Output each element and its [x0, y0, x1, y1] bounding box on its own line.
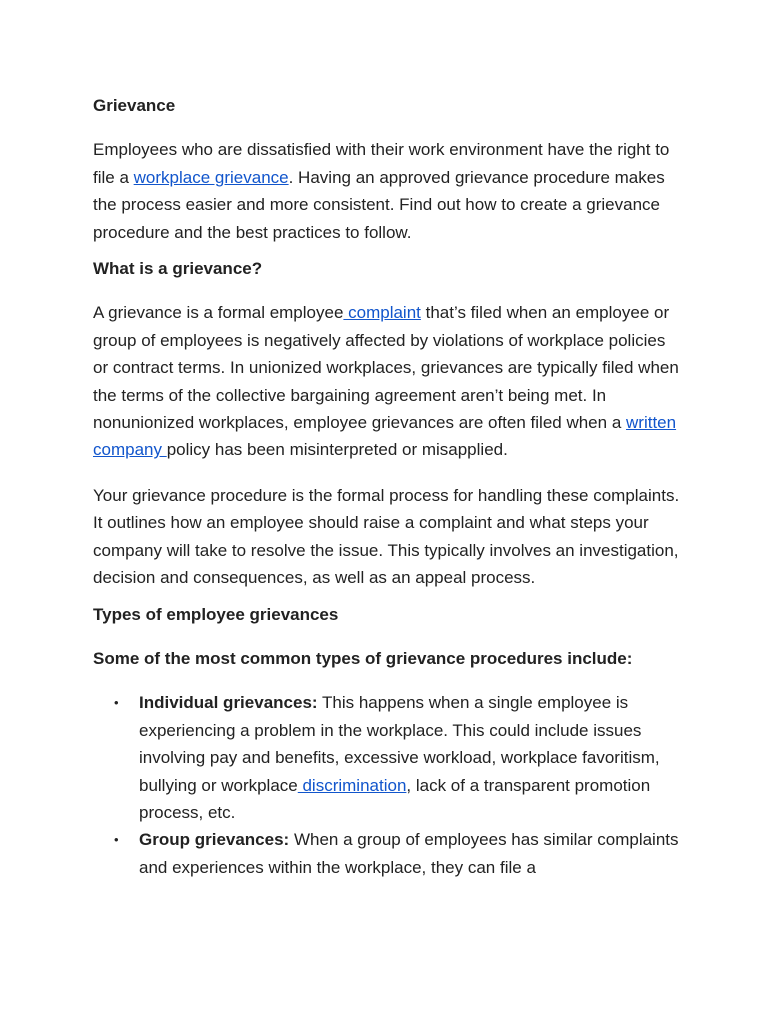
- definition-paragraph: [93, 299, 683, 463]
- intro-text-2: . Having an approved grievance procedure makes the process easier and more consistent. Find out how to create a grievance procedure and the best practices to follow.: [93, 167, 665, 242]
- discrimination-link[interactable]: discrimination: [297, 775, 407, 795]
- grievance-types-list: [93, 689, 683, 881]
- bullet-icon: •: [114, 832, 119, 848]
- list-item-group: [114, 826, 683, 881]
- document-title: Grievance: [93, 96, 176, 115]
- individual-text-1: This happens when a single employee is experiencing a problem in the workplace. This could include issues involving pay and benefits, excessive workload, workplace favoritism, bullying or workplace: [139, 693, 660, 795]
- group-text: When a group of employees has similar complaints and experiences within the workplace, they can file a: [139, 830, 679, 877]
- definition-text-2: that’s filed when an employee or group of employees is negatively affected by violations of workplace policies or contract terms. In unionized workplaces, grievances are typically filed when the terms of the collective bargaining agreement aren’t being met. In nonunionized workplaces, employee grievances are often filed when a: [93, 303, 679, 433]
- what-is-grievance-heading: What is a grievance?: [93, 259, 263, 279]
- individual-label: Individual grievances:: [139, 693, 318, 713]
- workplace-grievance-link[interactable]: workplace grievance: [133, 167, 289, 187]
- list-item-individual: [114, 689, 683, 826]
- intro-paragraph: [93, 136, 683, 246]
- document-page: [93, 92, 683, 881]
- group-label: Group grievances:: [139, 830, 290, 850]
- bullet-icon: •: [114, 695, 119, 711]
- definition-text-3: policy has been misinterpreted or misapplied.: [166, 440, 508, 460]
- complaint-link[interactable]: complaint: [343, 303, 421, 323]
- types-subheading: Some of the most common types of grievance procedures include:: [93, 648, 633, 668]
- types-heading: Types of employee grievances: [93, 604, 339, 624]
- procedure-paragraph: Your grievance procedure is the formal process for handling these complaints. It outlines how an employee should raise a complaint and what steps your company will take to resolve the issue. This typically involves an investigation, decision and consequences, as well as an appeal process.: [93, 485, 680, 588]
- definition-text-1: A grievance is a formal employee: [93, 303, 344, 323]
- written-company-link[interactable]: written company: [93, 413, 677, 460]
- intro-text-1: Employees who are dissatisfied with their work environment have the right to file a: [93, 140, 670, 187]
- individual-text-2: , lack of a transparent promotion process, etc.: [139, 775, 651, 822]
